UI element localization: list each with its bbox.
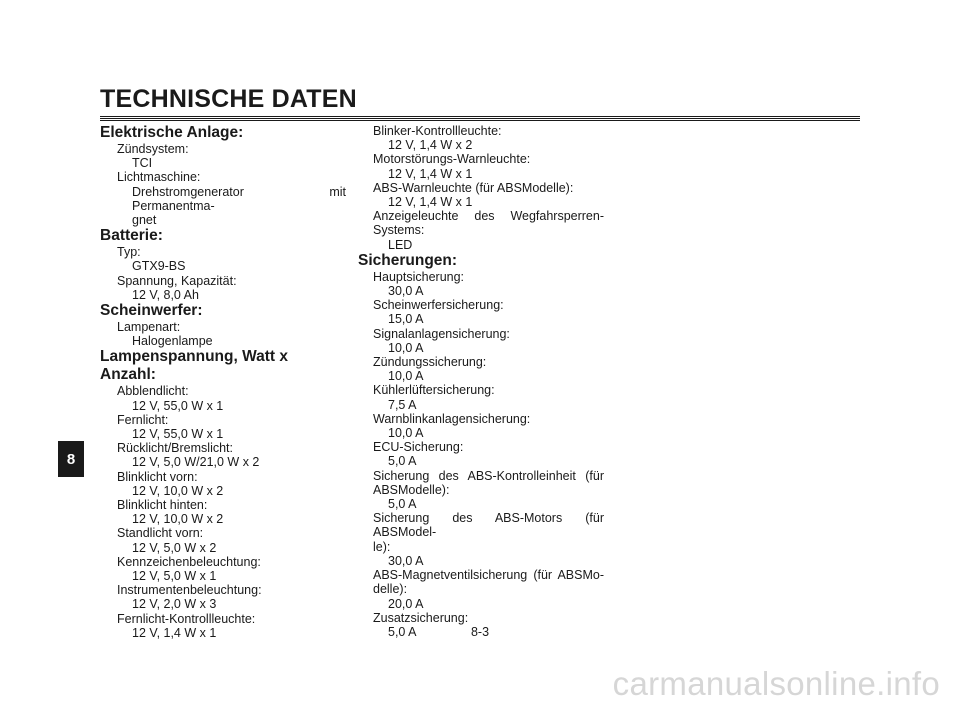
spec-value-lichtmaschine-line2: gnet xyxy=(132,213,157,228)
spec-value: 12 V, 10,0 W x 2 xyxy=(132,483,224,498)
spec-label: Signalanlagensicherung: xyxy=(373,326,510,341)
spec-value: 12 V, 1,4 W x 2 xyxy=(388,138,473,153)
spec-label: Zündungssicherung: xyxy=(373,355,487,370)
spec-label: Blinklicht hinten: xyxy=(117,498,208,513)
spec-label: Kennzeichenbeleuchtung: xyxy=(117,554,261,569)
spec-label: ABS-Warnleuchte (für ABSModelle): xyxy=(373,180,574,195)
spec-value-lampenart: Halogenlampe xyxy=(132,334,213,349)
spec-label-zuendsystem: Zündsystem: xyxy=(117,142,189,156)
spec-label: ECU-Sicherung: xyxy=(373,440,464,455)
title-rule xyxy=(100,116,860,121)
spec-value: 12 V, 55,0 W x 1 xyxy=(132,398,224,413)
spec-value: 12 V, 5,0 W x 1 xyxy=(132,569,217,584)
right-column xyxy=(358,124,604,639)
spec-label: Hauptsicherung: xyxy=(373,269,465,284)
page-title: TECHNISCHE DATEN xyxy=(100,85,357,113)
spec-label: Abblendlicht: xyxy=(117,384,189,399)
spec-label-lichtmaschine: Lichtmaschine: xyxy=(117,170,201,185)
spec-label-abs-motor-line1: Sicherung des ABS-Motors (für ABSModel- xyxy=(373,511,604,540)
section-heading-scheinwerfer: Scheinwerfer: xyxy=(100,302,203,320)
spec-label: Standlicht vorn: xyxy=(117,526,204,541)
spec-value: 10,0 A xyxy=(388,426,424,441)
spec-label-lampenart: Lampenart: xyxy=(117,320,181,335)
spec-label: Fernlicht-Kontrollleuchte: xyxy=(117,611,256,626)
spec-value: 12 V, 1,4 W x 1 xyxy=(132,625,217,640)
spec-value-lichtmaschine-line1: Drehstromgenerator mit Permanentma- xyxy=(132,184,346,213)
spec-value-abs-magnet: 20,0 A xyxy=(388,596,424,611)
spec-value-zuendsystem: TCI xyxy=(132,156,153,171)
spec-label-abs-kontroll-line2: ABSModelle): xyxy=(373,482,450,497)
spec-value: 5,0 A xyxy=(388,454,417,469)
spec-value-spannung: 12 V, 8,0 Ah xyxy=(132,287,199,302)
spec-label: Fernlicht: xyxy=(117,412,169,427)
spec-value: 10,0 A xyxy=(388,340,424,355)
spec-value-zusatz: 5,0 A xyxy=(388,624,417,639)
spec-label-spannung: Spannung, Kapazität: xyxy=(117,273,237,288)
spec-label-abs-magnet-line1: ABS-Magnetventilsicherung (für ABSMo- xyxy=(373,568,604,583)
spec-label-abs-motor-line2: le): xyxy=(373,539,391,554)
spec-label: Rücklicht/Bremslicht: xyxy=(117,441,233,456)
spec-value: 12 V, 1,4 W x 1 xyxy=(388,195,473,210)
section-heading-lampenspannung: Lampenspannung, Watt x Anzahl: xyxy=(100,348,289,384)
spec-value: 12 V, 2,0 W x 3 xyxy=(132,597,217,612)
spec-label: Scheinwerfersicherung: xyxy=(373,298,504,313)
section-heading-sicherungen: Sicherungen: xyxy=(358,251,458,269)
spec-label-wegfahrsperre-line1: Anzeigeleuchte des Wegfahrsperren- xyxy=(373,209,604,224)
spec-value: 30,0 A xyxy=(388,284,424,299)
spec-value-typ: GTX9-BS xyxy=(132,259,186,274)
spec-value: 12 V, 55,0 W x 1 xyxy=(132,427,224,442)
spec-value-abs-motor: 30,0 A xyxy=(388,553,424,568)
spec-label-wegfahrsperre-line2: Systems: xyxy=(373,223,425,238)
section-heading-elektrische-anlage: Elektrische Anlage: xyxy=(100,124,244,141)
page-number: 8-3 xyxy=(470,625,490,639)
spec-value: 15,0 A xyxy=(388,312,424,327)
spec-label-abs-magnet-line2: delle): xyxy=(373,582,408,597)
spec-label: Instrumentenbeleuchtung: xyxy=(117,583,262,598)
spec-value: 12 V, 1,4 W x 1 xyxy=(388,166,473,181)
watermark: carmanualsonline.info xyxy=(612,665,940,702)
spec-label: Blinklicht vorn: xyxy=(117,469,198,484)
spec-label: Warnblinkanlagensicherung: xyxy=(373,411,531,426)
chapter-tab: 8 xyxy=(58,441,84,477)
spec-label: Kühlerlüftersicherung: xyxy=(373,383,495,398)
spec-value: 12 V, 5,0 W x 2 xyxy=(132,540,217,555)
spec-label-typ: Typ: xyxy=(117,245,141,260)
spec-value: 7,5 A xyxy=(388,397,417,412)
spec-label: Blinker-Kontrollleuchte: xyxy=(373,124,502,138)
spec-label: Motorstörungs-Warnleuchte: xyxy=(373,152,531,167)
section-heading-batterie: Batterie: xyxy=(100,227,163,245)
spec-value: 12 V, 10,0 W x 2 xyxy=(132,512,224,527)
left-column xyxy=(100,124,346,640)
spec-value-wegfahrsperre: LED xyxy=(388,237,413,252)
spec-label-abs-kontroll-line1: Sicherung des ABS-Kontrolleinheit (für xyxy=(373,468,604,483)
spec-value: 12 V, 5,0 W/21,0 W x 2 xyxy=(132,455,260,470)
spec-label-zusatz: Zusatzsicherung: xyxy=(373,610,469,625)
spec-value-abs-kontroll: 5,0 A xyxy=(388,497,417,512)
spec-value: 10,0 A xyxy=(388,369,424,384)
